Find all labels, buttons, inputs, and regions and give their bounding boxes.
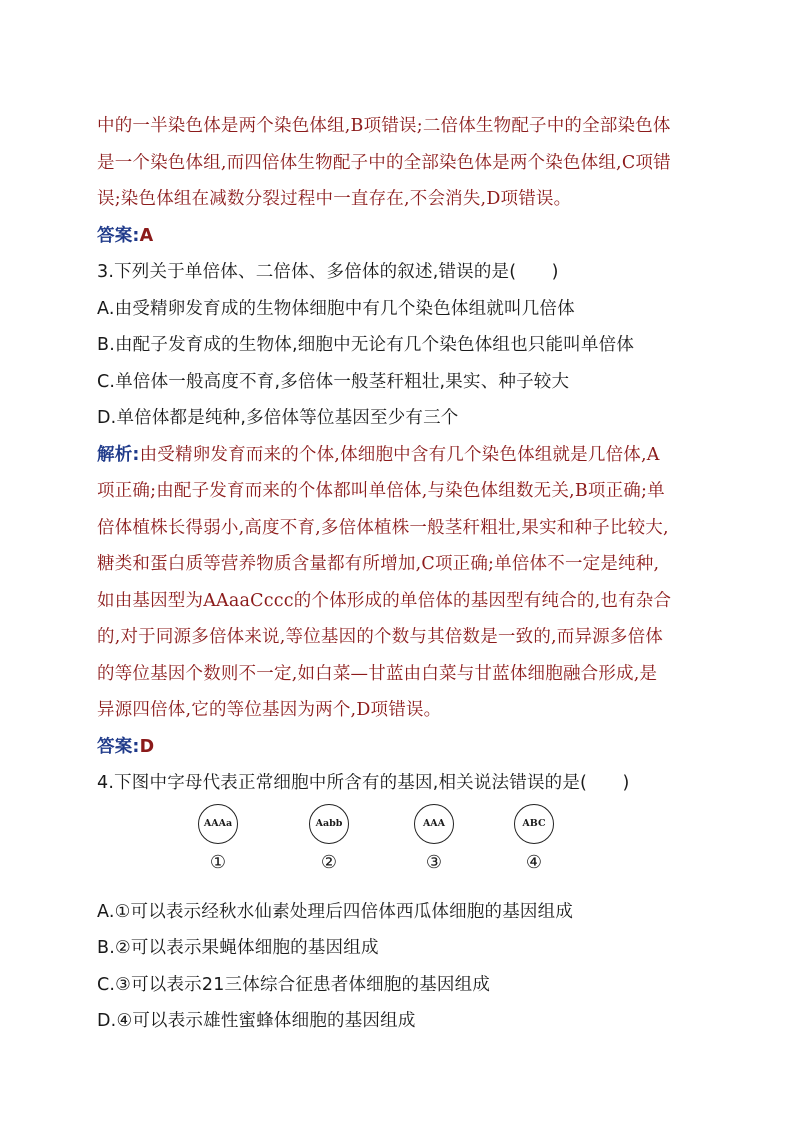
answer-value: D	[139, 736, 155, 757]
analysis-separator: :	[132, 444, 140, 465]
analysis-line: 倍体植株长得弱小,高度不育,多倍体植株一般茎秆粗壮,果实和种子比较大,	[97, 517, 669, 538]
question-3-option-c: C.单倍体一般高度不育,多倍体一般茎秆粗壮,果实、种子较大	[97, 371, 570, 392]
analysis-text: 由受精卵发育而来的个体,体细胞中含有几个染色体组就是几倍体,A	[139, 444, 660, 465]
analysis-line: 的,对于同源多倍体来说,等位基因的个数与其倍数是一致的,而异源多倍体	[97, 627, 663, 647]
answer-label: 答案	[97, 736, 133, 757]
answer-value: A	[139, 225, 154, 246]
question-4-stem: 4.下图中字母代表正常细胞中所含有的基因,相关说法错误的是( )	[97, 773, 630, 793]
cell-2	[307, 804, 351, 873]
analysis-line: 的等位基因个数则不一定,如白菜—甘蓝由白菜与甘蓝体细胞融合形成,是	[97, 663, 658, 684]
analysis-first-line	[97, 437, 699, 474]
page-content	[97, 108, 699, 1040]
question-4-option-d: D.④可以表示雄性蜜蜂体细胞的基因组成	[97, 1011, 416, 1031]
question-3-stem: 3.下列关于单倍体、二倍体、多倍体的叙述,错误的是( )	[97, 262, 559, 282]
analysis-line: 如由基因型为AAaaCccc的个体形成的单倍体的基因型有纯合的,也有杂合	[97, 590, 672, 611]
answer-row	[97, 218, 699, 255]
answer-label: 答案	[97, 225, 133, 246]
answer-row	[97, 729, 699, 766]
question-3-option-b: B.由配子发育成的生物体,细胞中无论有几个染色体组也只能叫单倍体	[97, 335, 635, 355]
answer-separator: :	[132, 225, 140, 246]
explanation-line: 中的一半染色体是两个染色体组,B项错误;二倍体生物配子中的全部染色体	[97, 116, 671, 136]
cell-3	[412, 804, 456, 873]
cell-1	[196, 804, 240, 873]
question-4-option-c: C.③可以表示21三体综合征患者体细胞的基因组成	[97, 974, 491, 995]
explanation-line: 是一个染色体组,而四倍体生物配子中的全部染色体是两个染色体组,C项错	[97, 152, 671, 173]
cell-number: ①	[209, 851, 227, 873]
question-3-option-a: A.由受精卵发育成的生物体细胞中有几个染色体组就叫几倍体	[97, 298, 575, 319]
cell-circle: AAA	[414, 804, 454, 844]
cell-diagram	[97, 804, 699, 890]
cell-circle: Aabb	[309, 804, 349, 844]
explanation-line: 误;染色体组在减数分裂过程中一直存在,不会消失,D项错误。	[97, 189, 572, 209]
cell-number: ②	[320, 851, 338, 873]
analysis-line: 项正确;由配子发育而来的个体都叫单倍体,与染色体组数无关,B项正确;单	[97, 481, 665, 501]
analysis-label: 解析	[97, 444, 133, 465]
cell-number: ④	[525, 851, 543, 873]
cell-circle: AAAa	[198, 804, 238, 844]
question-4-option-b: B.②可以表示果蝇体细胞的基因组成	[97, 938, 379, 958]
analysis-line: 糖类和蛋白质等营养物质含量都有所增加,C项正确;单倍体不一定是纯种,	[97, 554, 660, 574]
question-4-option-a: A.①可以表示经秋水仙素处理后四倍体西瓜体细胞的基因组成	[97, 901, 574, 922]
cell-circle: ABC	[514, 804, 554, 844]
answer-separator: :	[132, 736, 140, 757]
cell-4	[512, 804, 556, 873]
question-3-option-d: D.单倍体都是纯种,多倍体等位基因至少有三个	[97, 408, 459, 428]
cell-number: ③	[425, 851, 443, 873]
analysis-line: 异源四倍体,它的等位基因为两个,D项错误。	[97, 700, 442, 720]
